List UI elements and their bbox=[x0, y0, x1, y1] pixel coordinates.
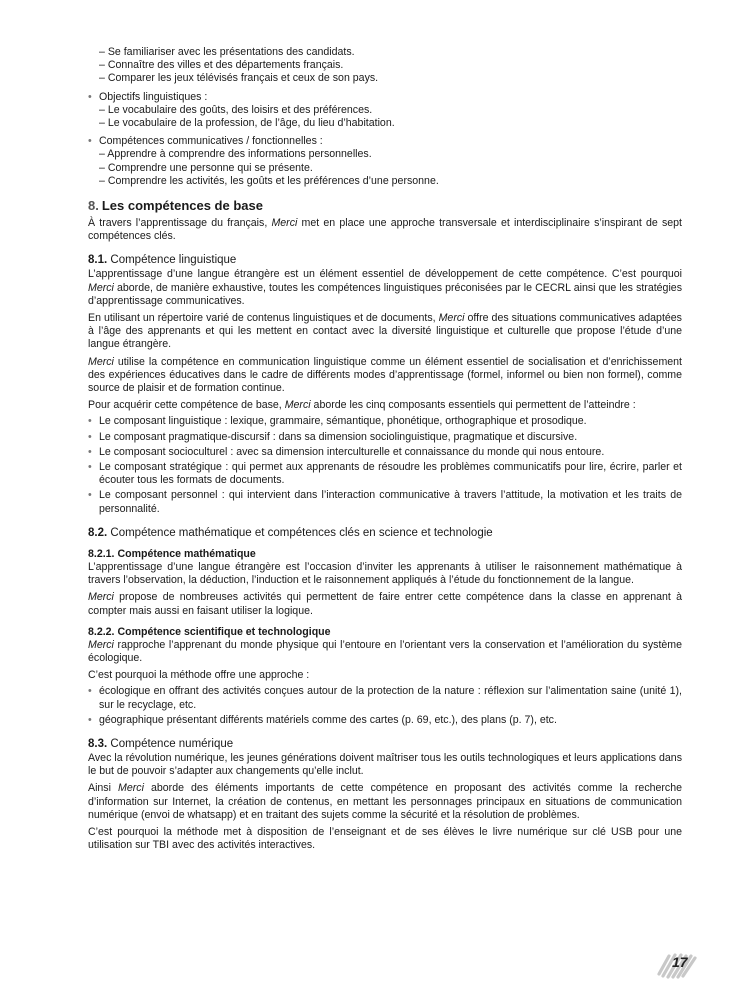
paragraph: L’apprentissage d’une langue étrangère est l’occasion d’inviter les apprenants à utiliser le raisonnement mathématique à travers l’observation, la déduction, l’induction et le raisonnement appliqués à l’étude du fonctionnement de la langue. bbox=[88, 560, 682, 587]
intro-group bbox=[88, 91, 682, 131]
intro-group bbox=[88, 46, 682, 86]
subsection-title: Compétence mathématique et compétences clés en science et technologie bbox=[110, 526, 493, 539]
paragraph: En utilisant un répertoire varié de contenus linguistiques et de documents, Merci offre des situations communicatives adaptées à l’âge des apprenants et qui les mettent en contact avec la diversité linguistique et culturelle que propose l’étude d’une langue étrangère. bbox=[88, 312, 682, 351]
list-item: – Le vocabulaire des goûts, des loisirs et des préférences. bbox=[99, 103, 373, 116]
paragraph: Avec la révolution numérique, les jeunes générations doivent maîtriser tous les outils technologiques et leurs applications dans le but de pouvoir s’adapter aux changements qu’elle inclut. bbox=[88, 751, 682, 778]
paragraph: Ainsi Merci aborde des éléments importants de cette compétence en proposant des activités comme la recherche d’information sur Internet, la création de contenus, en mettant les personnages principaux en situations de communication numérique (envoi de whatsapp) et en traitant des sujets comme la sécurité et la résolution de problèmes. bbox=[88, 782, 683, 821]
list-item: • Le composant linguistique : lexique, grammaire, sémantique, phonétique, orthographique et prosodique. bbox=[88, 415, 682, 428]
list-heading: • Objectifs linguistiques : bbox=[88, 91, 682, 104]
subsection-title: Compétence numérique bbox=[110, 737, 234, 750]
subsubsection-heading: 8.2.1. Compétence mathématique bbox=[88, 547, 256, 560]
bullet-list bbox=[88, 415, 682, 515]
subsection-heading bbox=[88, 737, 682, 751]
subsection-title: Compétence linguistique bbox=[110, 254, 237, 267]
subsection-number: 8.3. bbox=[88, 737, 108, 750]
list-heading: • Compétences communicatives / fonctionnelles : bbox=[88, 135, 682, 148]
paragraph: Pour acquérir cette compétence de base, Merci aborde les cinq composants essentiels qui permettent de l’atteindre : bbox=[88, 399, 636, 412]
subsubsection-heading: 8.2.2. Compétence scientifique et technologique bbox=[88, 625, 331, 638]
list-item: – Comprendre une personne qui se présente. bbox=[99, 161, 313, 174]
list-item: – Comprendre les activités, les goûts et les préférences d’une personne. bbox=[99, 174, 439, 187]
document-body bbox=[88, 46, 682, 852]
intro-group bbox=[88, 135, 682, 188]
paragraph: À travers l’apprentissage du français, Merci met en place une approche transversale et interdisciplinaire s’inspirant de sept compétences clés. bbox=[88, 217, 682, 243]
paragraph: L’apprentissage d’une langue étrangère est un élément essentiel de développement de cette compétence. C’est pourquoi Merci aborde, de manière exhaustive, toutes les compétences linguistiques préconisées par le CECRL ainsi que les stratégies d’apprentissage communicatives. bbox=[88, 268, 682, 307]
subsection-number: 8.1. bbox=[88, 254, 108, 267]
list-item: • Le composant personnel : qui intervient dans l’interaction communicative à travers l’attitude, la motivation et les traits de personnalité. bbox=[88, 489, 682, 515]
paragraph: Merci utilise la compétence en communication linguistique comme un élément essentiel de socialisation et d’enrichissement des expériences éducatives dans le cadre de différents modes d’apprentissage (formel, informel ou bien non formel), comme source de plaisir et de formation continue. bbox=[88, 355, 682, 395]
list-item: • Le composant socioculturel : avec sa dimension interculturelle et connaissance du monde qui nous entoure. bbox=[88, 446, 682, 459]
paragraph: Merci propose de nombreuses activités qui permettent de faire entrer cette compétence dans la classe en apprenant à compter mais aussi en faisant utiliser la logique. bbox=[88, 591, 682, 617]
bullet-list bbox=[88, 685, 682, 727]
list-item: – Se familiariser avec les présentations des candidats. bbox=[99, 46, 355, 58]
list-item: – Connaître des villes et des départements français. bbox=[99, 59, 344, 72]
subsection-heading bbox=[88, 526, 682, 540]
list-item: – Le vocabulaire de la profession, de l’âge, du lieu d’habitation. bbox=[99, 117, 395, 130]
subsection-number: 8.2. bbox=[88, 526, 108, 539]
list-item: • Le composant stratégique : qui permet aux apprenants de résoudre les problèmes communicatifs pour lire, écrire, parler et écouter tous les formats de documents. bbox=[88, 461, 682, 487]
section-number: 8. bbox=[88, 198, 99, 214]
paragraph: C’est pourquoi la méthode offre une approche : bbox=[88, 669, 310, 682]
list-item: • géographique présentant différents matériels comme des cartes (p. 69, etc.), des plans (p. 7), etc. bbox=[88, 714, 682, 727]
subsection-heading bbox=[88, 253, 682, 267]
list-item: • écologique en offrant des activités conçues autour de la protection de la nature : réflexion sur l’alimentation saine (unité 1), sur le recyclage, etc. bbox=[88, 685, 682, 711]
intro-list bbox=[88, 46, 682, 188]
page-number bbox=[655, 950, 701, 980]
section-heading bbox=[88, 198, 682, 214]
list-item: – Comparer les jeux télévisés français et ceux de son pays. bbox=[99, 72, 379, 85]
list-item: • Le composant pragmatique-discursif : dans sa dimension sociolinguistique, pragmatique et discursive. bbox=[88, 431, 682, 444]
paragraph: C’est pourquoi la méthode met à disposition de l’enseignant et de ses élèves le livre numérique sur clé USB pour une utilisation sur TBI avec des activités interactives. bbox=[88, 825, 682, 852]
section-title: Les compétences de base bbox=[101, 198, 263, 214]
page-number-label: 17 bbox=[672, 954, 688, 970]
list-item: – Apprendre à comprendre des informations personnelles. bbox=[99, 148, 372, 161]
paragraph: Merci rapproche l’apprenant du monde physique qui l’entoure en l’orientant vers la conservation et l’amélioration du système écologique. bbox=[88, 638, 682, 664]
